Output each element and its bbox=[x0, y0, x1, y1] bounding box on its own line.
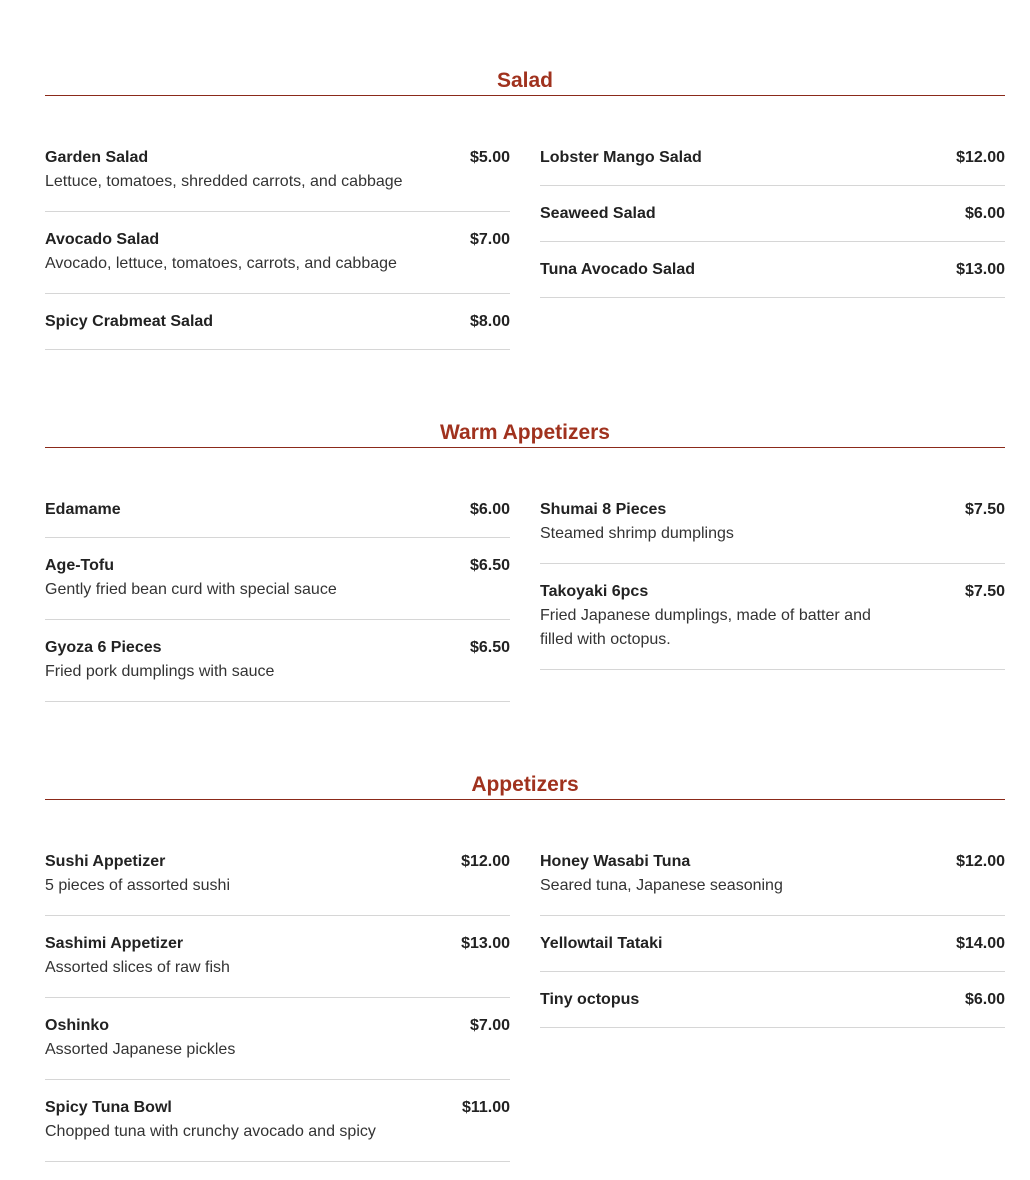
item-name: Shumai 8 Pieces bbox=[540, 501, 667, 518]
item-price: $11.00 bbox=[461, 1099, 510, 1116]
section-title: Warm Appetizers bbox=[440, 421, 610, 444]
menu-item[interactable] bbox=[45, 556, 510, 620]
item-name: Age-Tofu bbox=[45, 557, 115, 574]
menu-column-left bbox=[45, 500, 510, 720]
item-name: Tuna Avocado Salad bbox=[540, 261, 695, 278]
item-price: $13.00 bbox=[956, 261, 1005, 278]
item-description: Lettuce, tomatoes, shredded carrots, and cabbage bbox=[45, 173, 403, 190]
item-description: Avocado, lettuce, tomatoes, carrots, and cabbage bbox=[45, 255, 397, 272]
item-price: $6.50 bbox=[469, 639, 510, 656]
menu-item[interactable] bbox=[540, 852, 1005, 916]
item-name: Gyoza 6 Pieces bbox=[45, 639, 162, 656]
item-name: Sashimi Appetizer bbox=[45, 935, 184, 952]
item-description: Fried pork dumplings with sauce bbox=[45, 663, 275, 680]
item-name: Lobster Mango Salad bbox=[540, 149, 702, 166]
item-price: $14.00 bbox=[956, 935, 1005, 952]
item-name: Sushi Appetizer bbox=[45, 853, 166, 870]
menu-item[interactable] bbox=[45, 934, 510, 998]
item-price: $12.00 bbox=[461, 853, 510, 870]
item-price: $7.50 bbox=[964, 501, 1005, 518]
item-name: Yellowtail Tataki bbox=[540, 935, 663, 952]
item-description: Gently fried bean curd with special sauce bbox=[45, 581, 337, 598]
section-divider bbox=[45, 95, 1005, 96]
menu-column-right bbox=[540, 500, 1005, 720]
menu-column-left bbox=[45, 148, 510, 368]
item-price: $5.00 bbox=[469, 149, 510, 166]
item-name: Avocado Salad bbox=[45, 231, 160, 248]
menu-item[interactable] bbox=[540, 500, 1005, 564]
item-description: 5 pieces of assorted sushi bbox=[45, 877, 230, 894]
menu-item[interactable] bbox=[540, 260, 1005, 298]
menu-item[interactable] bbox=[45, 148, 510, 212]
section-title: Salad bbox=[496, 69, 554, 92]
item-price: $7.00 bbox=[469, 231, 510, 248]
item-name: Edamame bbox=[45, 501, 121, 518]
menu-item[interactable] bbox=[45, 638, 510, 702]
menu-column-left bbox=[45, 852, 510, 1180]
section-divider bbox=[45, 447, 1005, 448]
item-name: Spicy Tuna Bowl bbox=[45, 1099, 172, 1116]
item-name: Oshinko bbox=[45, 1017, 110, 1034]
item-price: $6.50 bbox=[469, 557, 510, 574]
item-description: Assorted slices of raw fish bbox=[45, 959, 230, 976]
item-name: Tiny octopus bbox=[540, 991, 640, 1008]
menu-item[interactable] bbox=[540, 934, 1005, 972]
item-price: $13.00 bbox=[461, 935, 510, 952]
menu-section-appetizers bbox=[45, 773, 1005, 1180]
item-price: $12.00 bbox=[956, 149, 1005, 166]
item-name: Spicy Crabmeat Salad bbox=[45, 313, 214, 330]
menu-item[interactable] bbox=[45, 852, 510, 916]
section-title: Appetizers bbox=[471, 773, 579, 796]
item-description: Assorted Japanese pickles bbox=[45, 1041, 236, 1058]
menu-item[interactable] bbox=[45, 1016, 510, 1080]
item-name: Honey Wasabi Tuna bbox=[540, 853, 691, 870]
item-name: Garden Salad bbox=[45, 149, 149, 166]
menu-item[interactable] bbox=[45, 230, 510, 294]
item-price: $7.50 bbox=[964, 583, 1005, 600]
item-price: $6.00 bbox=[469, 501, 510, 518]
section-divider bbox=[45, 799, 1005, 800]
menu-item[interactable] bbox=[540, 148, 1005, 186]
item-price: $8.00 bbox=[469, 313, 510, 330]
menu-item[interactable] bbox=[540, 582, 1005, 670]
item-description: Seared tuna, Japanese seasoning bbox=[540, 877, 783, 894]
menu-section-warm-appetizers bbox=[45, 421, 1005, 720]
menu-column-right bbox=[540, 148, 1005, 368]
item-description: Chopped tuna with crunchy avocado and spicy bbox=[45, 1123, 376, 1140]
item-price: $7.00 bbox=[469, 1017, 510, 1034]
item-name: Takoyaki 6pcs bbox=[540, 583, 649, 600]
menu-item[interactable] bbox=[540, 990, 1005, 1028]
menu-section-salad bbox=[45, 69, 1005, 368]
menu-item[interactable] bbox=[540, 204, 1005, 242]
item-description: Fried Japanese dumplings, made of batter and filled with octopus. bbox=[540, 607, 871, 648]
item-price: $6.00 bbox=[964, 205, 1005, 222]
menu-item[interactable] bbox=[45, 1098, 510, 1162]
item-price: $6.00 bbox=[964, 991, 1005, 1008]
menu-column-right bbox=[540, 852, 1005, 1180]
menu-item[interactable] bbox=[45, 500, 510, 538]
item-name: Seaweed Salad bbox=[540, 205, 656, 222]
menu-item[interactable] bbox=[45, 312, 510, 350]
item-description: Steamed shrimp dumplings bbox=[540, 525, 734, 542]
item-price: $12.00 bbox=[956, 853, 1005, 870]
